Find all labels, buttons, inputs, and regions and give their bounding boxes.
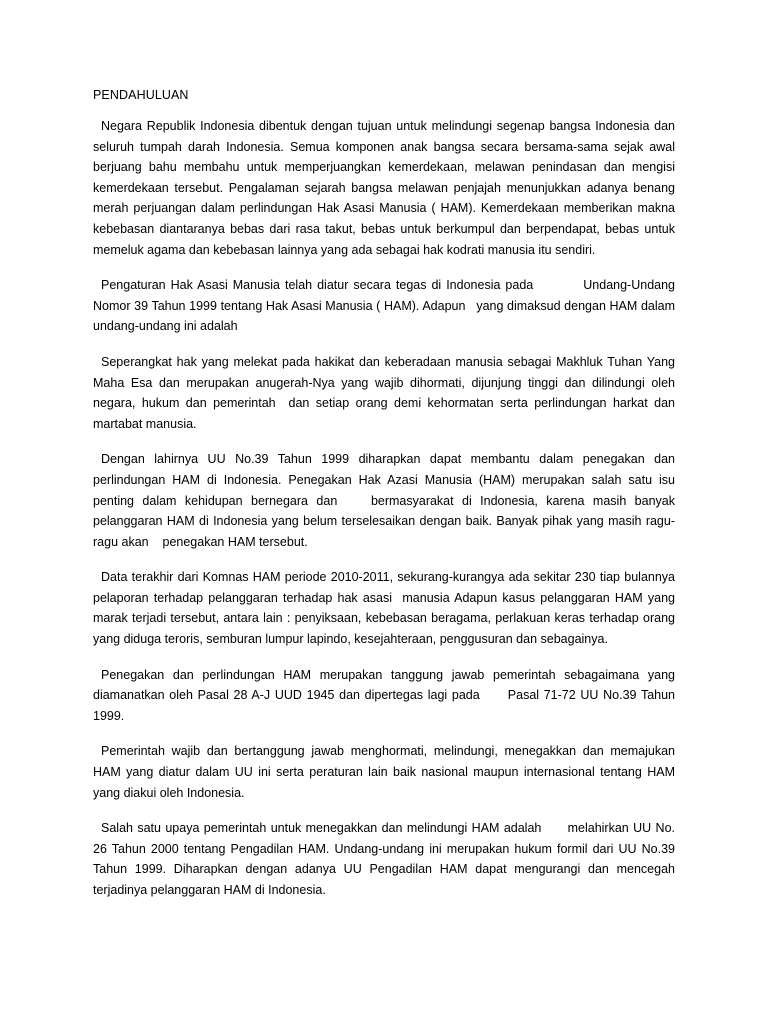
paragraph-intro: Negara Republik Indonesia dibentuk dengan tujuan untuk melindungi segenap bangsa Indonesia dan seluruh tumpah darah Indonesia. Semua komponen anak bangsa secara bersama-sama sejak awal berjuang bahu membahu untuk memperjuangkan kemerdekaan, melawan penindasan dan mengisi kemerdekaan tersebut. Pengalaman sejarah bangsa melawan penjajah menunjukkan adanya benang merah perjuangan dalam perlindungan Hak Asasi Manusia ( HAM). Kemerdekaan memberikan makna kebebasan diantaranya bebas dari rasa takut, bebas untuk berkumpul dan berpendapat, bebas untuk memeluk agama dan kebebasan lainnya yang ada sebagai hak kodrati manusia itu sendiri. — [93, 119, 679, 257]
paragraph-definition: Seperangkat hak yang melekat pada hakikat dan keberadaan manusia sebagai Makhluk Tuhan Yang Maha Esa dan merupakan anugerah-Nya yang wajib dihormati, dijunjung tinggi dan dilindungi oleh negara, hukum dan pemerintah dan setiap orang demi kehormatan serta perlindungan harkat dan martabat manusia. — [93, 354, 679, 431]
paragraph-human-rights-court: Salah satu upaya pemerintah untuk menegakkan dan melindungi HAM adalah melahirkan UU No. 26 Tahun 2000 tentang Pengadilan HAM. Undang-undang ini merupakan hukum formil dari UU No.39 Tahun 1999. Diharapkan dengan adanya UU Pengadilan HAM dapat mengurangi dan mencegah terjadinya pelanggaran HAM di Indonesia. — [93, 821, 679, 897]
paragraph-government-responsibility: Penegakan dan perlindungan HAM merupakan tanggung jawab pemerintah sebagaimana yang diamanatkan oleh Pasal 28 A-J UUD 1945 dan dipertegas lagi pada Pasal 71-72 UU No.39 Tahun 1999. — [93, 667, 679, 723]
paragraph-government-obligation: Pemerintah wajib dan bertanggung jawab menghormati, melindungi, menegakkan dan memajukan HAM yang diatur dalam UU ini serta peraturan lain baik nasional maupun internasional tentang HAM yang diakui oleh Indonesia. — [93, 744, 679, 800]
paragraph-law-impact: Dengan lahirnya UU No.39 Tahun 1999 diharapkan dapat membantu dalam penegakan dan perlindungan HAM di Indonesia. Penegakan Hak Azasi Manusia (HAM) merupakan salah satu isu penting dalam kehidupan bernegara dan bermasyarakat di Indonesia, karena masih banyak pelanggaran HAM di Indonesia yang belum terselesaikan dengan baik. Banyak pihak yang masih ragu-ragu akan penegakan HAM tersebut. — [93, 452, 679, 549]
document-heading: PENDAHULUAN — [93, 88, 189, 102]
paragraph-komnas-data: Data terakhir dari Komnas HAM periode 2010-2011, sekurang-kurangya ada sekitar 230 tiap bulannya pelaporan terhadap pelanggaran terhadap hak asasi manusia Adapun kasus pelanggaran HAM yang marak terjadi tersebut, antara lain : penyiksaan, kebebasan beragama, perlakuan keras terhadap orang yang diduga teroris, semburan lumpur lapindo, kesejahteraan, penggusuran dan sebagainya. — [93, 570, 679, 647]
paragraph-regulation: Pengaturan Hak Asasi Manusia telah diatur secara tegas di Indonesia pada Undang-Undang Nomor 39 Tahun 1999 tentang Hak Asasi Manusia ( HAM). Adapun yang dimaksud dengan HAM dalam undang-undang ini adalah — [93, 278, 679, 334]
